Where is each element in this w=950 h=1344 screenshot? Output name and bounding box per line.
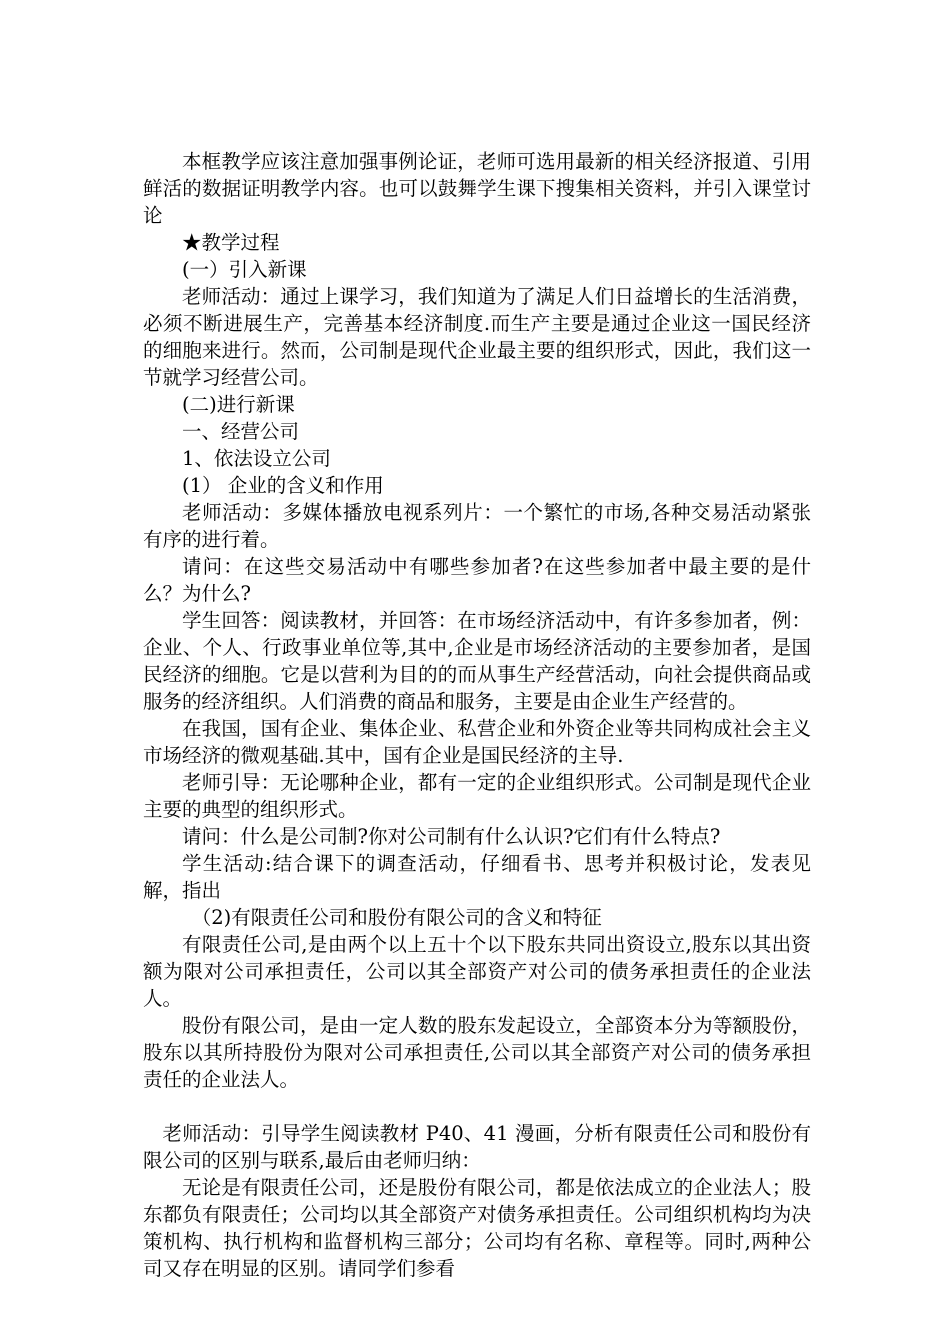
heading-limited-companies: （2)有限责任公司和股份有限公司的含义和特征 bbox=[191, 906, 602, 929]
student-activity-paragraph: 学生活动:结合课下的调查活动，仔细看书、思考并积极讨论，发表见解，指出 bbox=[143, 852, 811, 902]
joint-stock-definition-paragraph: 股份有限公司，是由一定人数的股东发起设立，全部资本分为等额股份，股东以其所持股份为限对公司承担责任,公司以其全部资产对公司的债务承担责任的企业法人。 bbox=[143, 1014, 811, 1091]
subheading-new-lesson: (二)进行新课 bbox=[182, 393, 295, 416]
summary-paragraph: 无论是有限责任公司，还是股份有限公司，都是依法成立的企业法人；股东都负有限责任；公司均以其全部资产对债务承担责任。公司组织机构均为决策机构、执行机构和监督机构三部分；公司均有名称、章程等。同时,两种公司又存在明显的区别。请同学们参看 bbox=[143, 1176, 811, 1280]
blank-line bbox=[143, 1093, 811, 1120]
teacher-guidance-paragraph: 老师引导：无论哪种企业，都有一定的企业组织形式。公司制是现代企业主要的典型的组织形式。 bbox=[143, 771, 811, 821]
section-heading-teaching-process: ★教学过程 bbox=[182, 231, 280, 254]
question-participants: 请问：在这些交易活动中有哪些参加者?在这些参加者中最主要的是什么？为什么? bbox=[143, 555, 811, 605]
china-enterprises-paragraph: 在我国，国有企业、集体企业、私营企业和外资企业等共同构成社会主义市场经济的微观基础.其中，国有企业是国民经济的主导. bbox=[143, 717, 811, 767]
heading-enterprise-meaning: (1） 企业的含义和作用 bbox=[182, 474, 384, 497]
teacher-activity-comics: 老师活动：引导学生阅读教材 P40、41 漫画，分析有限责任公司和股份有限公司的区别与联系,最后由老师归纳： bbox=[143, 1122, 811, 1172]
subheading-introduce-new-lesson: (一）引入新课 bbox=[182, 258, 307, 281]
llc-definition-paragraph: 有限责任公司,是由两个以上五十个以下股东共同出资设立,股东以其出资额为限对公司承担责任，公司以其全部资产对公司的债务承担责任的企业法人。 bbox=[143, 933, 811, 1010]
heading-establish-company: 1、依法设立公司 bbox=[182, 447, 331, 470]
document-body bbox=[143, 148, 811, 1282]
teacher-activity-multimedia: 老师活动：多媒体播放电视系列片：一个繁忙的市场,各种交易活动紧张有序的进行着。 bbox=[143, 501, 811, 551]
intro-paragraph: 本框教学应该注意加强事例论证，老师可选用最新的相关经济报道、引用鲜活的数据证明教学内容。也可以鼓舞学生课下搜集相关资料，并引入课堂讨论 bbox=[143, 150, 811, 227]
student-answer-paragraph: 学生回答：阅读教材，并回答：在市场经济活动中，有许多参加者，例：企业、个人、行政事业单位等,其中,企业是市场经济活动的主要参加者，是国民经济的细胞。它是以营利为目的的而从事生产经营活动，向社会提供商品或服务的经济组织。人们消费的商品和服务，主要是由企业生产经营的。 bbox=[143, 609, 811, 713]
question-company-system: 请问：什么是公司制?你对公司制有什么认识?它们有什么特点? bbox=[182, 825, 721, 848]
heading-running-company: 一、经营公司 bbox=[182, 420, 300, 443]
teacher-activity-paragraph: 老师活动：通过上课学习，我们知道为了满足人们日益增长的生活消费，必须不断进展生产，完善基本经济制度.而生产主要是通过企业这一国民经济的细胞来进行。然而，公司制是现代企业最主要的组织形式，因此，我们这一节就学习经营公司。 bbox=[143, 285, 811, 389]
